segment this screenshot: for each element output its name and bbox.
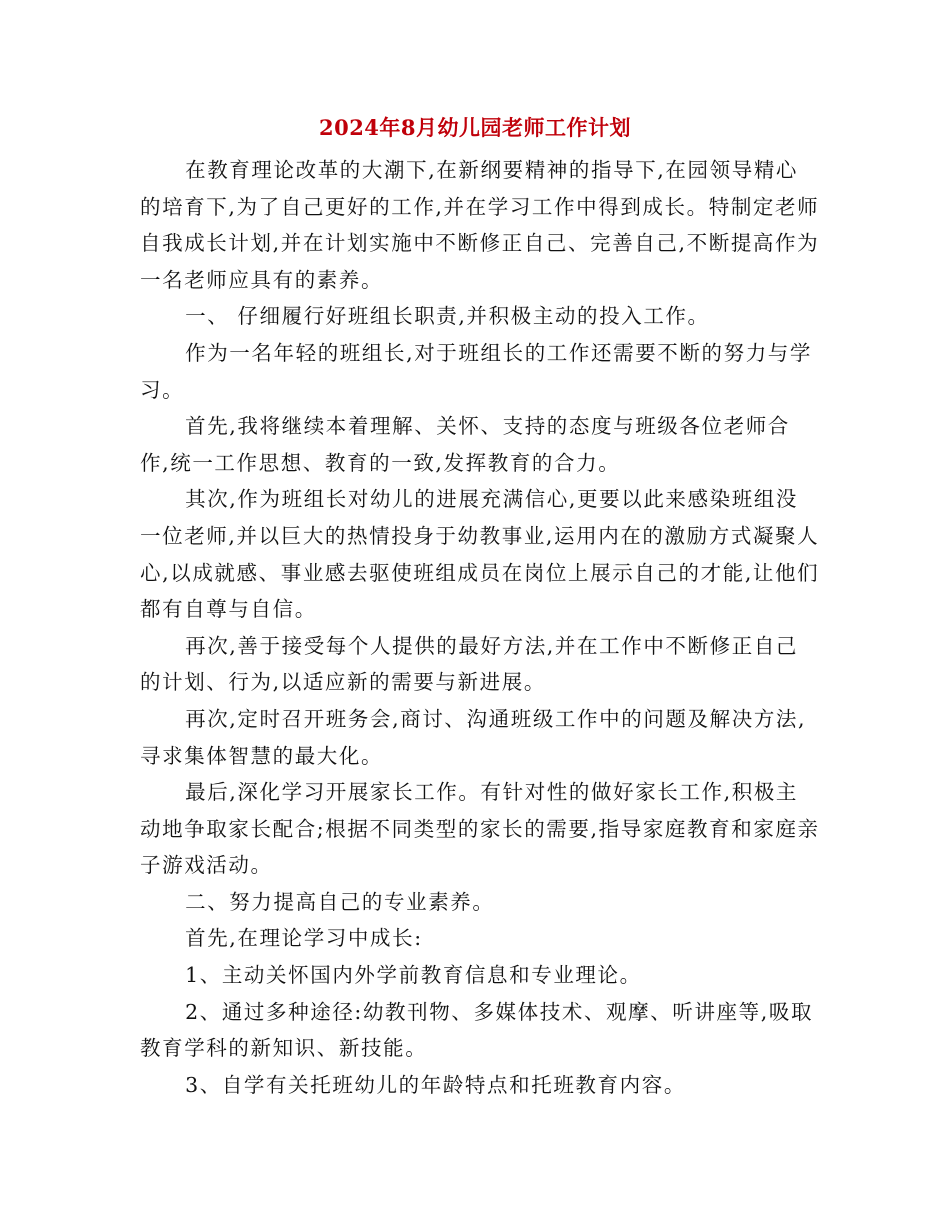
paragraph: 首先,我将继续本着理解、关怀、支持的态度与班级各位老师合作,统一工作思想、教育的一致,发挥教育的合力。 bbox=[140, 414, 790, 475]
paragraph: 最后,深化学习开展家长工作。有针对性的做好家长工作,积极主动地争取家长配合;根据不同类型的家长的需要,指导家庭教育和家庭亲子游戏活动。 bbox=[140, 780, 820, 878]
document-title: 2024年8月幼儿园老师工作计划 bbox=[318, 115, 632, 140]
document-body bbox=[140, 152, 820, 1103]
paragraph: 其次,作为班组长对幼儿的进展充满信心,更要以此来感染班组没一位老师,并以巨大的热情投身于幼教事业,运用内在的激励方式凝聚人心,以成就感、事业感去驱使班组成员在岗位上展示自己的才能,让他们都有自尊与自信。 bbox=[140, 487, 820, 622]
list-item: 3、自学有关托班幼儿的年龄特点和托班教育内容。 bbox=[185, 1072, 686, 1097]
paragraph: 再次,善于接受每个人提供的最好方法,并在工作中不断修正自己的计划、行为,以适应新的需要与新进展。 bbox=[140, 633, 799, 695]
paragraph: 作为一名年轻的班组长,对于班组长的工作还需要不断的努力与学习。 bbox=[140, 340, 813, 402]
paragraph: 再次,定时召开班务会,商讨、沟通班级工作中的问题及解决方法,寻求集体智慧的最大化。 bbox=[140, 706, 807, 768]
paragraph-intro: 在教育理论改革的大潮下,在新纲要精神的指导下,在园领导精心的培育下,为了自己更好的工作,并在学习工作中得到成长。特制定老师自我成长计划,并在计划实施中不断修正自己、完善自己,不断提高作为一名老师应具有的素养。 bbox=[140, 158, 820, 292]
paragraph-section-2-heading: 二、努力提高自己的专业素养。 bbox=[185, 889, 495, 914]
list-item: 2、通过多种途径:幼教刊物、多媒体技术、观摩、听讲座等,吸取教育学科的新知识、新技能。 bbox=[140, 999, 814, 1061]
list-item: 1、主动关怀国内外学前教育信息和专业理论。 bbox=[185, 963, 642, 988]
paragraph-section-1-heading: 一、 仔细履行好班组长职责,并积极主动的投入工作。 bbox=[185, 304, 710, 329]
paragraph: 首先,在理论学习中成长: bbox=[185, 926, 423, 951]
